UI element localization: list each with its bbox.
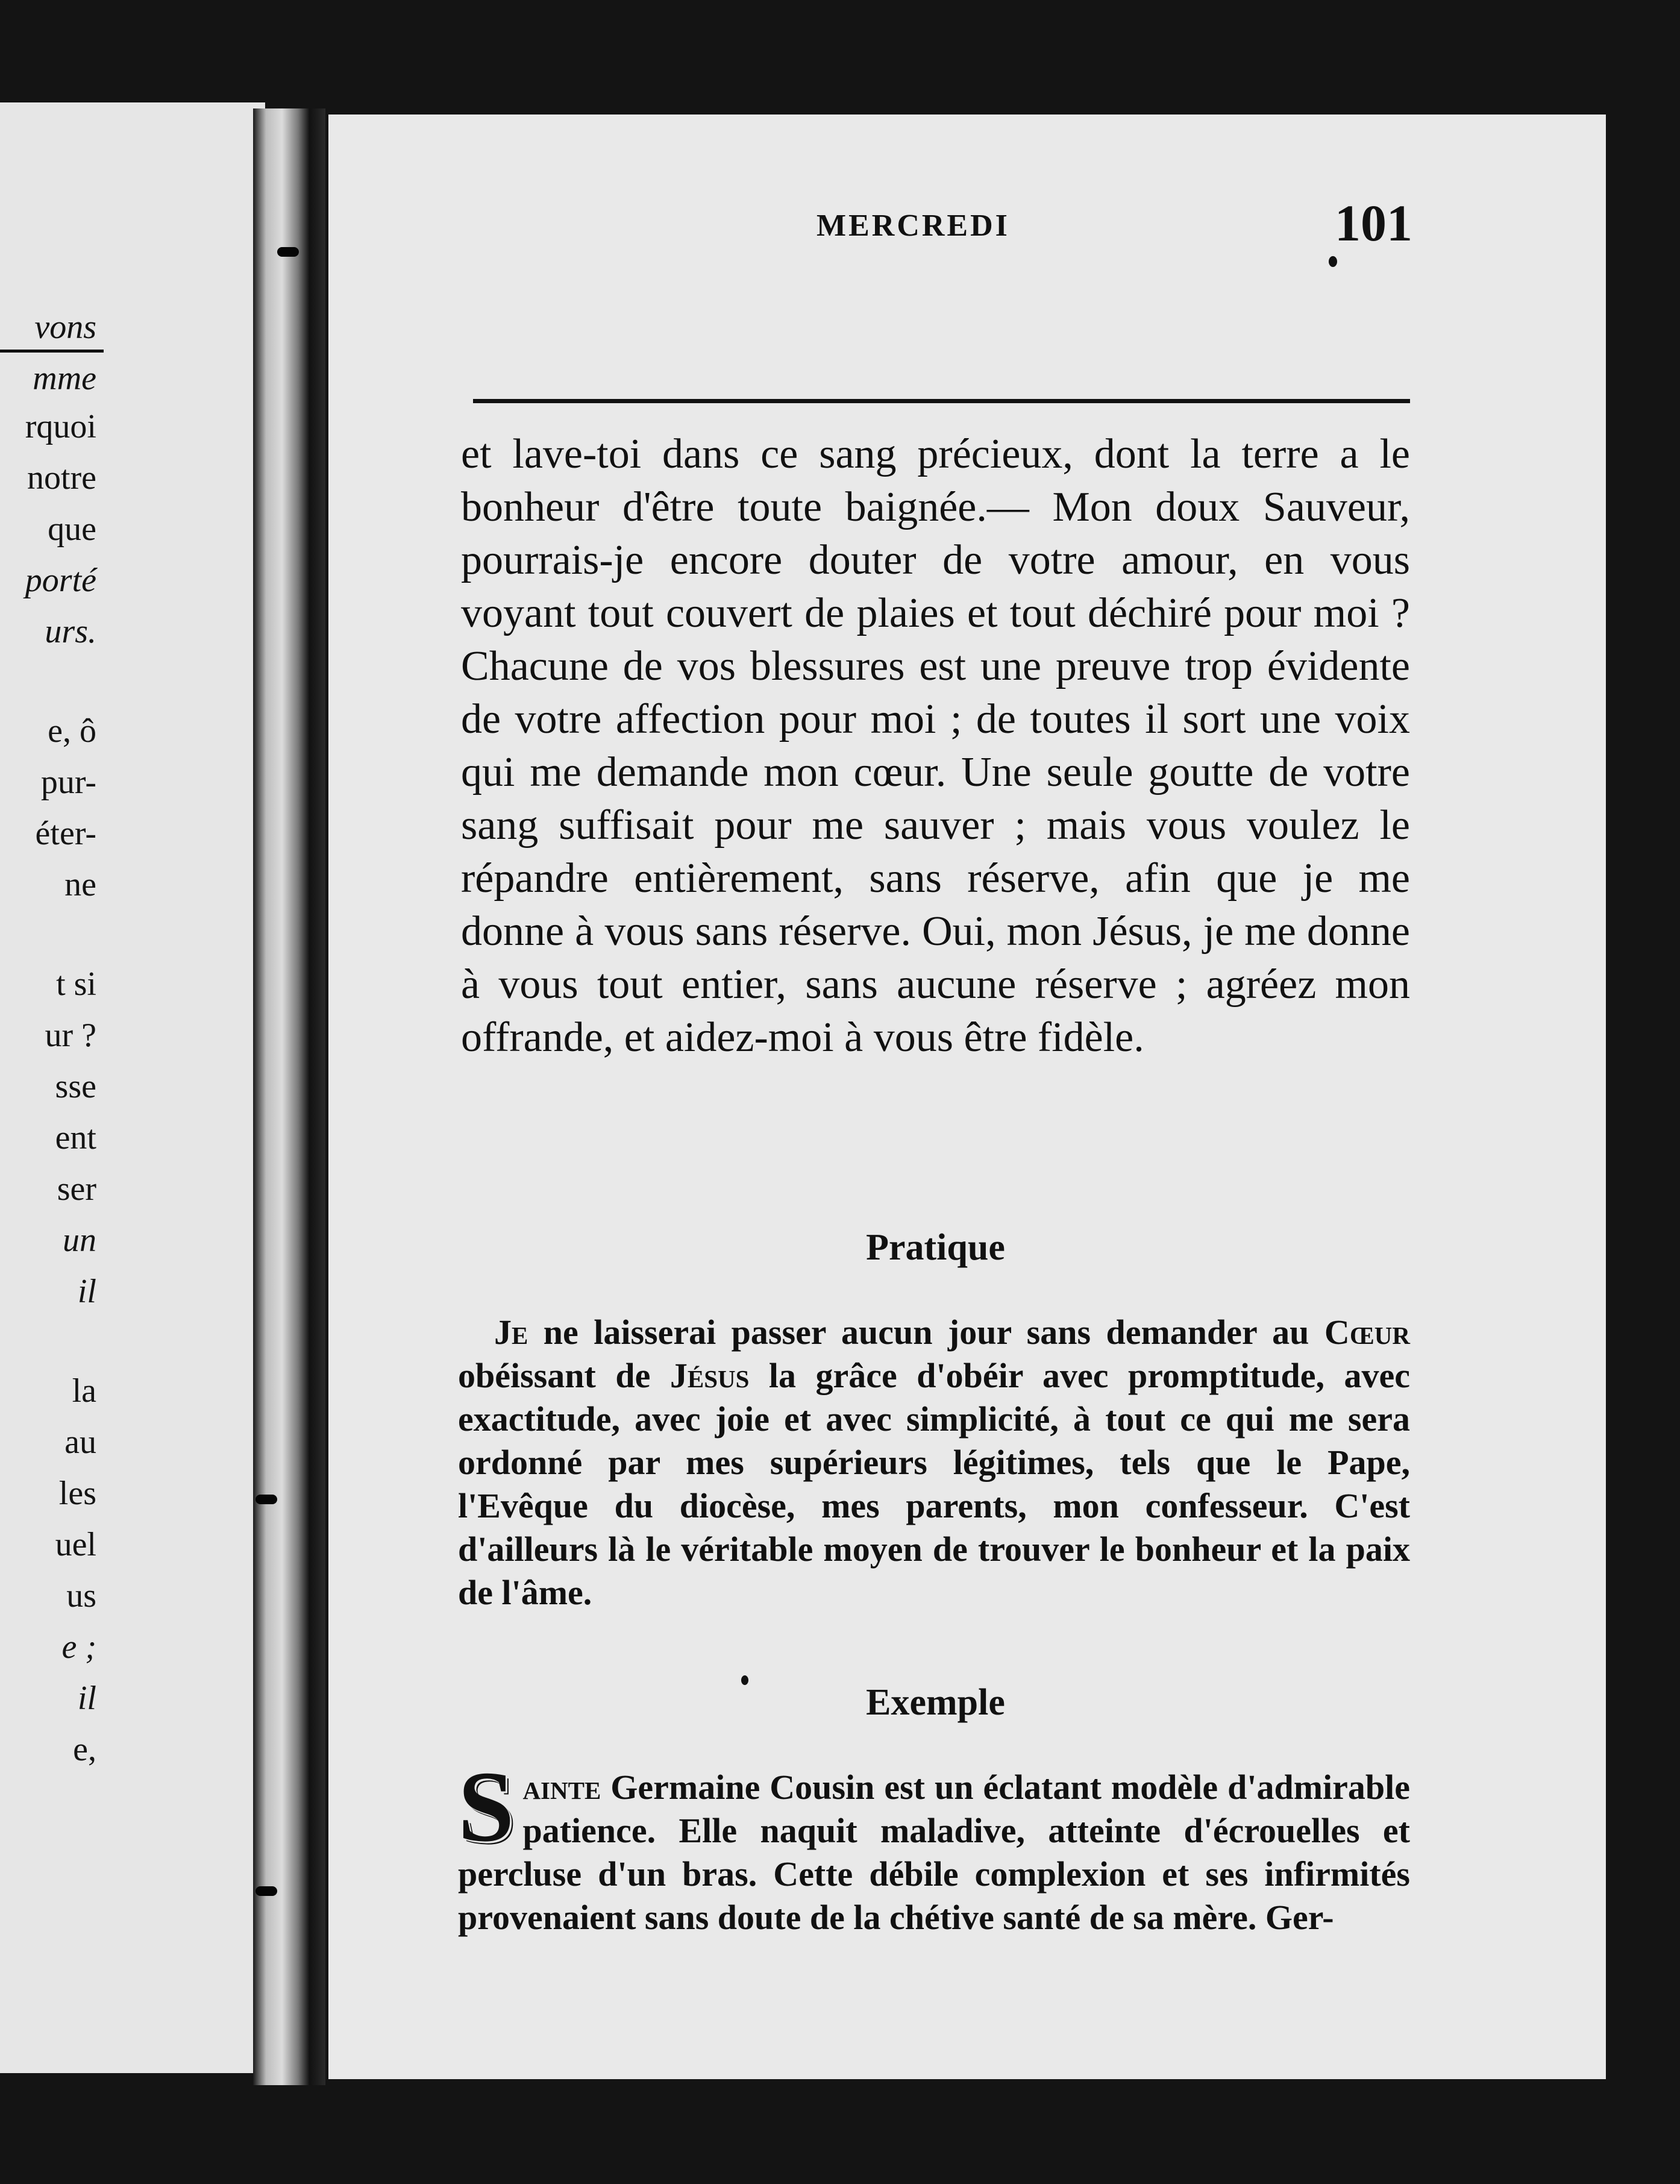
pratique-paragraph (458, 1311, 1410, 1614)
facing-page-line: e, (73, 1731, 96, 1768)
binding-stitch (277, 247, 299, 257)
facing-page-line: us (66, 1577, 96, 1614)
facing-page-line: mme (33, 360, 96, 397)
running-title: MERCREDI (816, 209, 1010, 243)
page-number: 101 (1335, 194, 1412, 252)
facing-page-line: uel (55, 1526, 96, 1563)
facing-page-line: ent (55, 1119, 96, 1156)
facing-page-line: sse (55, 1068, 96, 1105)
facing-page-line: éter- (35, 815, 96, 852)
facing-page-line: il (77, 1273, 96, 1310)
facing-page-line: t si (56, 965, 96, 1003)
facing-page-line: il (77, 1680, 96, 1717)
facing-page-line: pur- (40, 764, 96, 801)
binding-stitch (255, 1495, 277, 1504)
facing-page-line: e ; (61, 1628, 96, 1666)
exemple-text: Germaine Cousin est un éclatant modèle d'admirable patience. Elle naquit maladive, atteinte d'écrouelles et percluse d'un bras. Cette débile complexion et ses infirmités provenaient sans doute de la chétive santé de sa mère. Ger- (458, 1768, 1410, 1937)
pratique-text-3: la grâce d'obéir avec promptitude, avec exactitude, avec joie et avec simplicité, à tout ce qui me sera ordonné par mes supérieurs légitimes, tels que le Pape, l'Evêque du diocèse, mes parents, mon confesseur. C'est d'ailleurs là le véritable moyen de trouver le bonheur et la paix de l'âme. (458, 1356, 1411, 1612)
pratique-text-2: obéissant de (458, 1356, 670, 1395)
facing-page-line: rquoi (25, 408, 96, 445)
page-speck (1329, 256, 1337, 267)
facing-page-line: e, ô (48, 712, 96, 750)
meditation-paragraph: et lave-toi dans ce sang précieux, dont la terre a le bonheur d'être toute baignée.— Mon doux Sauveur, pourrais-je encore douter de votre amour, en vous voyant tout couvert de plaies et tout déchiré pour moi ? Chacune de vos blessures est une preuve trop évidente de votre affection pour moi ; de toutes il sort une voix qui me demande mon cœur. Une seule goutte de votre sang suffisait pour me sauver ; mais vous voulez le répandre entièrement, sans réserve, afin que je me donne à vous sans réserve. Oui, mon Jésus, je me donne à vous tout entier, sans aucune réserve ; agréez mon offrande, et aidez-moi à vous être fidèle. (461, 431, 1410, 1061)
facing-page-line: que (48, 510, 96, 548)
facing-page-rule (0, 350, 104, 353)
binding-stitch (255, 1886, 277, 1896)
facing-page-line: notre (27, 459, 96, 497)
header-rule (473, 399, 1410, 403)
facing-page-line: ne (64, 866, 96, 903)
facing-page-line: la (72, 1372, 96, 1410)
pratique-heading: Pratique (866, 1227, 1005, 1268)
pratique-lead-word: Je (494, 1313, 528, 1352)
exemple-lead-word: ainte (522, 1768, 601, 1807)
pratique-jesus-word: Jésus (669, 1356, 750, 1395)
pratique-text-1: ne laisserai passer aucun jour sans demander au (528, 1313, 1324, 1352)
facing-page-line: ur ? (45, 1017, 96, 1054)
facing-page-line: porté (25, 562, 96, 599)
facing-page-line: vons (34, 309, 96, 346)
facing-page-line: urs. (45, 613, 96, 650)
book-gutter (253, 108, 325, 2085)
facing-page-line: un (63, 1222, 96, 1259)
facing-page-line: les (58, 1475, 96, 1512)
facing-page-line: au (64, 1423, 96, 1461)
facing-page-line: ser (57, 1170, 96, 1208)
exemple-paragraph (458, 1751, 1410, 1939)
drop-cap-letter: S (458, 1751, 515, 1863)
exemple-heading: Exemple (866, 1682, 1005, 1723)
facing-page (0, 102, 265, 2073)
pratique-coeur-word: Cœur (1324, 1313, 1410, 1352)
